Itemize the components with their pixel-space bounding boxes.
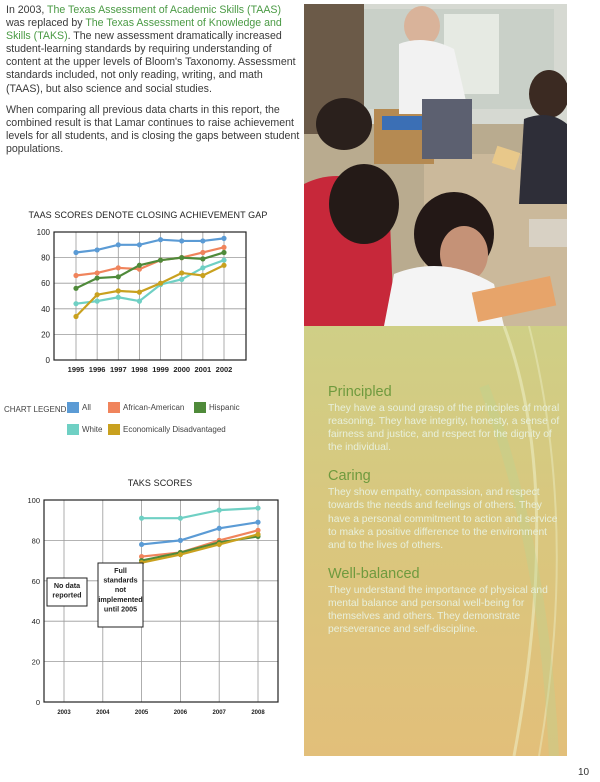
- data-point: [73, 301, 78, 306]
- x-tick-label: 1999: [152, 365, 169, 374]
- y-tick-label: 0: [45, 356, 50, 365]
- data-point: [116, 274, 121, 279]
- legend-label-african-american: African-American: [123, 403, 185, 412]
- data-point: [221, 258, 226, 263]
- photo-illustration: [304, 4, 567, 326]
- taas-link: The Texas Assessment of Academic Skills (TAAS): [47, 4, 281, 16]
- intro-text: [6, 4, 302, 164]
- legend-label-all: All: [82, 403, 91, 412]
- data-point: [116, 265, 121, 270]
- data-point: [137, 299, 142, 304]
- x-tick-label: 2000: [173, 365, 191, 374]
- data-point: [116, 295, 121, 300]
- annotation-text: No data reported: [52, 581, 82, 600]
- intro-paragraph-1: [6, 4, 302, 96]
- classroom-photo: [304, 4, 567, 326]
- data-point: [255, 532, 260, 537]
- data-point: [158, 258, 163, 263]
- legend-swatch-all: [67, 402, 79, 413]
- legend-item-all: [67, 402, 91, 413]
- data-point: [95, 275, 100, 280]
- data-point: [139, 542, 144, 547]
- data-point: [139, 516, 144, 521]
- trait-caring: [328, 468, 560, 551]
- y-tick-label: 100: [27, 496, 40, 505]
- annotation-no-data: [47, 578, 87, 606]
- legend-item-african-american: [108, 402, 184, 413]
- data-point: [95, 299, 100, 304]
- data-point: [200, 256, 205, 261]
- data-point: [178, 516, 183, 521]
- x-tick-label: 1998: [131, 365, 148, 374]
- intro-text-a: In 2003,: [6, 4, 48, 16]
- y-tick-label: 0: [35, 698, 40, 707]
- legend-item-hispanic: [194, 402, 240, 413]
- data-point: [158, 281, 163, 286]
- data-point: [73, 273, 78, 278]
- taks-link: The Texas Assessment of Knowledge and Skills (TAKS): [6, 17, 282, 43]
- x-tick-label: 2001: [194, 365, 212, 374]
- legend-swatch-white: [67, 424, 79, 435]
- x-tick-label: 1995: [67, 365, 85, 374]
- legend-label-hispanic: Hispanic: [209, 403, 240, 412]
- x-tick-label: 2004: [96, 710, 110, 716]
- data-point: [221, 245, 226, 250]
- trait-text-well-balanced: They understand the importance of physical and mental balance and personal well-being for themselves and others. They demonstrate perseverance and self-discipline.: [328, 584, 548, 636]
- trait-text-caring: They show empathy, compassion, and respect towards the needs and feelings of others. They have a personal commitment to action and service to make a positive difference to the environment and to the lives of others.: [328, 487, 558, 551]
- data-point: [200, 265, 205, 270]
- intro-text-c: . The new assessment dramatically increased student-learning standards by requiring understanding of content at the upper levels of Bloom's Taxonomy. Assessment standards included, not only reading, writing, and math (TAAS), but also science and social studies.: [6, 30, 296, 95]
- data-point: [217, 508, 222, 513]
- data-point: [255, 505, 260, 510]
- data-point: [73, 286, 78, 291]
- data-point: [179, 270, 184, 275]
- data-point: [221, 236, 226, 241]
- data-point: [217, 526, 222, 531]
- data-point: [116, 288, 121, 293]
- trait-title-caring: Caring: [328, 468, 371, 485]
- trait-principled: [328, 384, 560, 454]
- legend-label-white: White: [82, 425, 103, 434]
- x-tick-label: 1996: [88, 365, 106, 374]
- data-point: [95, 247, 100, 252]
- data-point: [137, 290, 142, 295]
- y-tick-label: 80: [31, 536, 40, 546]
- x-tick-label: 2005: [134, 710, 149, 716]
- data-point: [95, 292, 100, 297]
- data-point: [200, 238, 205, 243]
- y-tick-label: 40: [41, 304, 50, 314]
- y-tick-label: 60: [31, 576, 40, 586]
- x-tick-label: 2006: [173, 710, 188, 716]
- legend-swatch-economically-disadvantaged: [108, 424, 120, 435]
- data-point: [221, 263, 226, 268]
- data-point: [95, 270, 100, 275]
- data-point: [178, 538, 183, 543]
- legend-swatch-hispanic: [194, 402, 206, 413]
- taas-chart-title: TAAS SCORES DENOTE CLOSING ACHIEVEMENT GAP: [28, 210, 268, 220]
- x-tick-label: 2007: [212, 710, 226, 716]
- taas-chart: [28, 226, 260, 378]
- x-tick-label: 2008: [251, 710, 265, 716]
- legend-label-economically-disadvantaged: Economically Disadvantaged: [123, 425, 226, 434]
- data-point: [179, 255, 184, 260]
- data-point: [179, 277, 184, 282]
- taks-chart-title: TAKS SCORES: [127, 478, 193, 488]
- traits-list: [328, 384, 560, 650]
- learner-profile-panel: [304, 326, 567, 756]
- x-tick-label: 2003: [57, 710, 71, 716]
- legend-title: CHART LEGEND: [4, 405, 67, 414]
- data-point: [178, 552, 183, 557]
- trait-text-principled: They have a sound grasp of the principles of moral reasoning. They have integrity, honesty, a sense of fairness and justice, and respect for the dignity of the individual.: [328, 403, 560, 454]
- data-point: [255, 520, 260, 525]
- y-tick-label: 100: [36, 228, 50, 237]
- legend-item-economically-disadvantaged: [108, 424, 226, 435]
- data-point: [116, 242, 121, 247]
- intro-text-b: was replaced by: [6, 17, 86, 30]
- y-tick-label: 20: [41, 330, 50, 340]
- data-point: [221, 250, 226, 255]
- x-tick-label: 1997: [109, 365, 127, 374]
- annotation-standards: [98, 563, 143, 627]
- data-point: [73, 250, 78, 255]
- page-number: 10: [578, 767, 590, 778]
- y-tick-label: 40: [31, 617, 40, 627]
- y-tick-label: 80: [41, 253, 50, 263]
- data-point: [179, 238, 184, 243]
- x-tick-label: 2002: [215, 365, 233, 374]
- trait-well-balanced: [328, 566, 560, 636]
- legend-item-white: [67, 424, 102, 435]
- data-point: [200, 250, 205, 255]
- data-point: [73, 314, 78, 319]
- legend-swatch-african-american: [108, 402, 120, 413]
- data-point: [200, 273, 205, 278]
- trait-title-principled: Principled: [328, 384, 392, 400]
- data-point: [137, 263, 142, 268]
- data-point: [217, 542, 222, 547]
- trait-title-well-balanced: Well-balanced: [328, 565, 420, 582]
- data-point: [137, 242, 142, 247]
- taks-chart: [20, 494, 290, 722]
- y-tick-label: 20: [31, 657, 40, 667]
- y-tick-label: 60: [41, 279, 50, 289]
- data-point: [158, 237, 163, 242]
- intro-paragraph-2: When comparing all previous data charts in this report, the combined result is that Lamar continues to raise achievement levels for all students, and is closing the gaps between student populations.: [6, 103, 300, 155]
- annotation-text: Full standards not implemented until 2005: [98, 566, 143, 614]
